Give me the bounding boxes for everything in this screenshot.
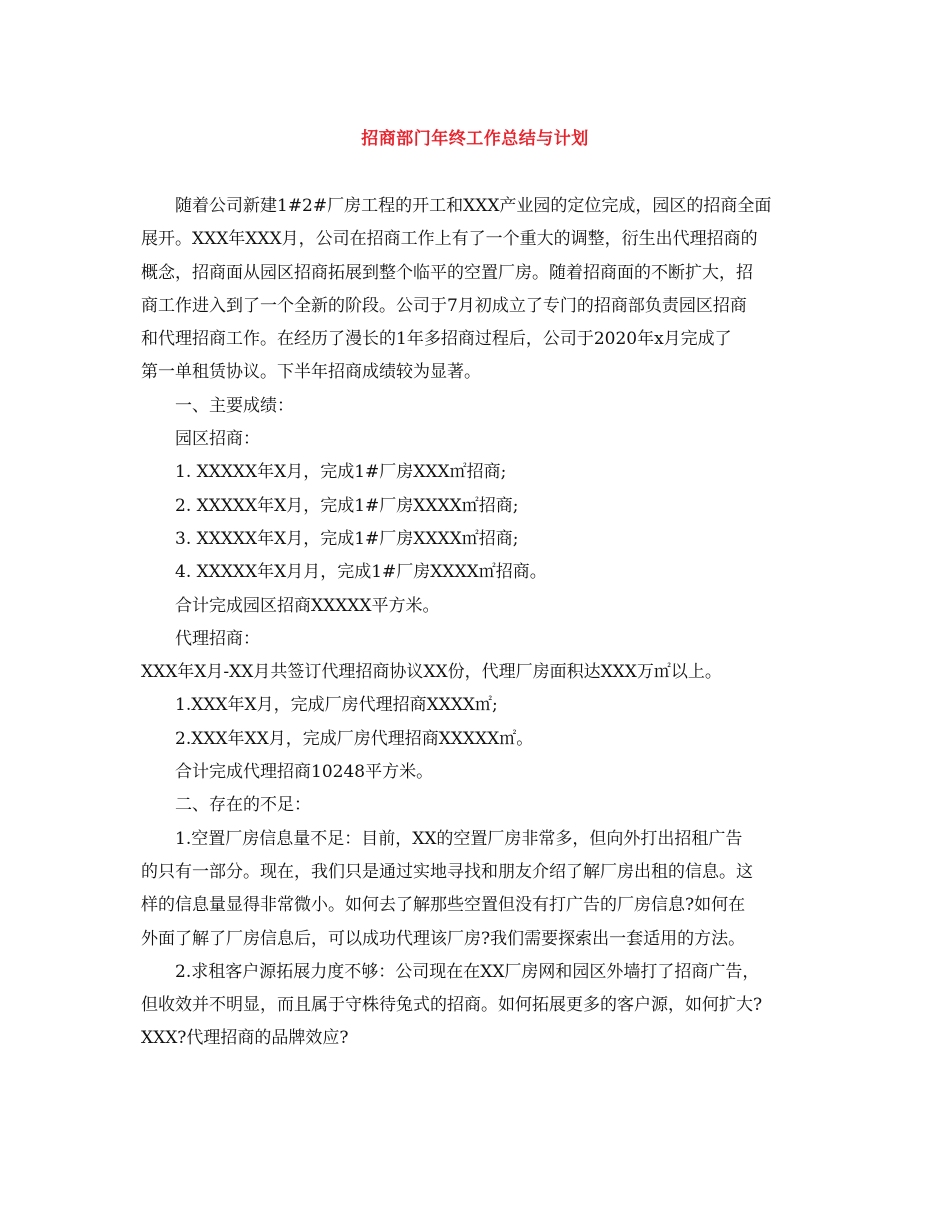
- text-line: 1. XXXXX年X月，完成1#厂房XXX㎡招商;: [175, 462, 507, 483]
- document-body: [141, 190, 825, 1056]
- text-line: 展开。XXX年XXX月，公司在招商工作上有了一个重大的调整，衍生出代理招商的: [141, 229, 758, 250]
- text-line: 一、主要成绩：: [175, 395, 294, 416]
- text-line: 的只有一部分。现在，我们只是通过实地寻找和朋友介绍了解厂房出租的信息。这: [141, 861, 753, 882]
- text-line: 1.空置厂房信息量不足：目前，XX的空置厂房非常多，但向外打出招租广告: [175, 828, 743, 849]
- text-line: 和代理招商工作。在经历了漫长的1年多招商过程后，公司于2020年x月完成了: [141, 329, 732, 350]
- text-line: 但收效并不明显，而且属于守株待兔式的招商。如何拓展更多的客户源，如何扩大?: [141, 995, 763, 1016]
- text-line: 第一单租赁协议。下半年招商成绩较为显著。: [141, 362, 481, 383]
- text-line: 样的信息量显得非常微小。如何去了解那些空置但没有打广告的厂房信息?如何在: [141, 895, 746, 916]
- text-line: 4. XXXXX年X月月，完成1#厂房XXXX㎡招商。: [175, 562, 547, 583]
- text-line: 2. XXXXX年X月，完成1#厂房XXXX㎡招商;: [175, 495, 519, 516]
- text-line: 2.求租客户源拓展力度不够：公司现在在XX厂房网和园区外墙打了招商广告，: [175, 961, 760, 982]
- text-line: 园区招商：: [175, 429, 260, 450]
- text-line: 3. XXXXX年X月，完成1#厂房XXXX㎡招商;: [175, 528, 519, 549]
- text-line: 二、存在的不足：: [175, 795, 311, 816]
- text-line: 随着公司新建1#2#厂房工程的开工和XXX产业园的定位完成，园区的招商全面: [175, 196, 772, 216]
- text-line: 合计完成园区招商XXXXX平方米。: [175, 595, 440, 616]
- text-line: 1.XXX年X月，完成厂房代理招商XXXX㎡;: [175, 695, 498, 716]
- text-line: 合计完成代理招商10248平方米。: [175, 762, 434, 783]
- text-line: 概念，招商面从园区招商拓展到整个临平的空置厂房。随着招商面的不断扩大，招: [141, 262, 753, 283]
- text-line: 商工作进入到了一个全新的阶段。公司于7月初成立了专门的招商部负责园区招商: [141, 295, 747, 316]
- text-line: XXX年X月-XX月共签订代理招商协议XX份，代理厂房面积达XXX万㎡以上。: [141, 662, 722, 683]
- document-title: 招商部门年终工作总结与计划: [361, 129, 589, 149]
- text-line: 代理招商：: [175, 628, 260, 649]
- text-line: 2.XXX年XX月，完成厂房代理招商XXXXX㎡。: [175, 728, 534, 749]
- text-line: XXX?代理招商的品牌效应?: [141, 1028, 349, 1049]
- text-line: 外面了解了厂房信息后，可以成功代理该厂房?我们需要探索出一套适用的方法。: [141, 928, 746, 949]
